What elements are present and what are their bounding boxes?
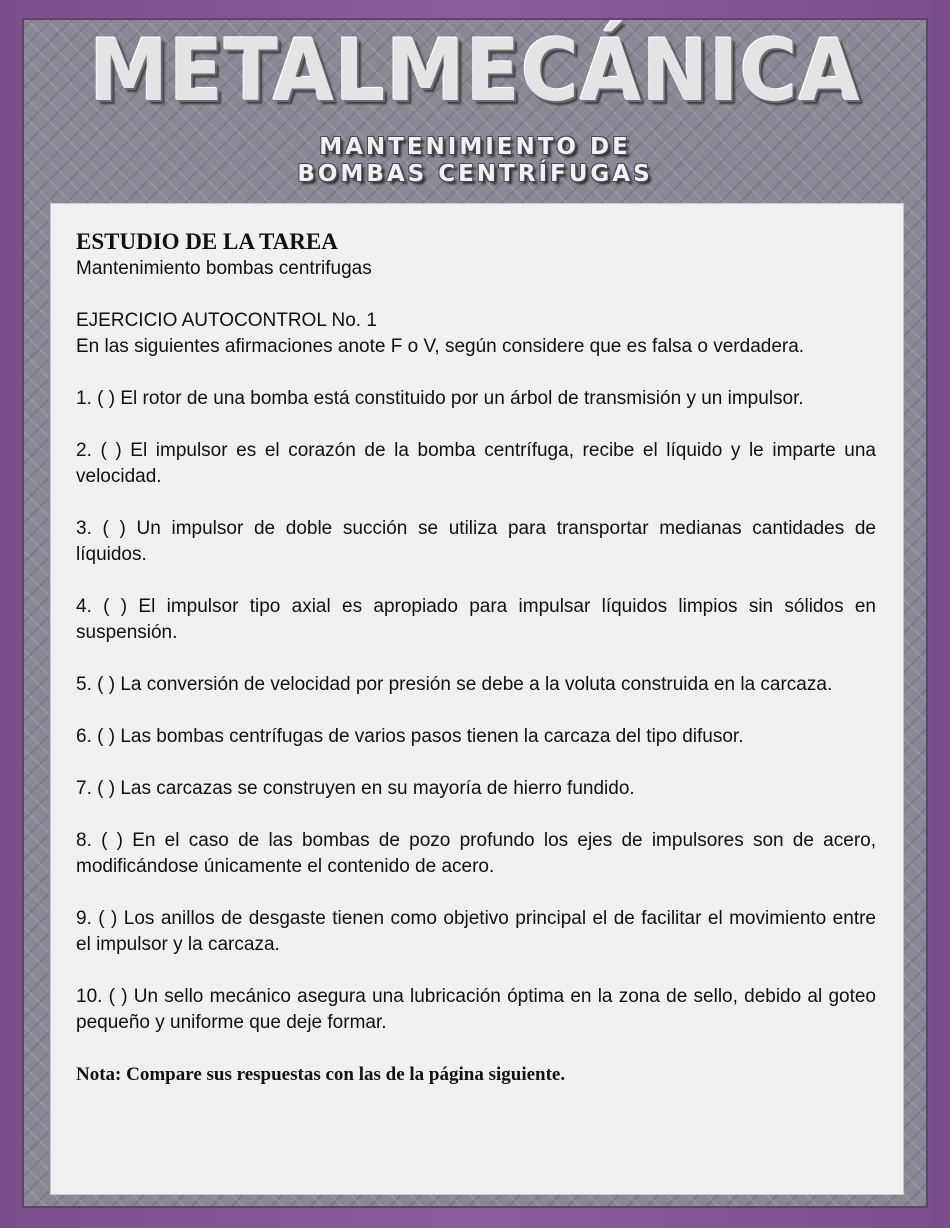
exercise-instructions: En las siguientes afirmaciones anote F o V, según considere que es falsa o verdadera. xyxy=(76,336,805,357)
document-heading: ESTUDIO DE LA TAREA xyxy=(76,229,338,254)
exercise-title: EJERCICIO AUTOCONTROL No. 1 xyxy=(76,310,377,331)
statement-item-7: 7. ( ) Las carcazas se construyen en su mayoría de hierro fundido. xyxy=(76,778,635,799)
banner-subtitle-line1: MANTENIMIENTO DE xyxy=(319,134,631,160)
statement-item-9: 9. ( ) Los anillos de desgaste tienen como objetivo principal el de facilitar el movimiento entre el impulsor y la carcaza. xyxy=(76,908,876,955)
statement-item-3: 3. ( ) Un impulsor de doble succión se utiliza para transportar medianas cantidades de líquidos. xyxy=(76,518,876,565)
footer-note: Nota: Compare sus respuestas con las de la página siguiente. xyxy=(76,1064,566,1085)
statement-item-8: 8. ( ) En el caso de las bombas de pozo profundo los ejes de impulsores son de acero, modificándose únicamente el contenido de acero. xyxy=(76,830,876,877)
banner-subtitle-line2: BOMBAS CENTRÍFUGAS xyxy=(297,161,653,187)
statement-item-4: 4. ( ) El impulsor tipo axial es apropiado para impulsar líquidos limpios sin sólidos en suspensión. xyxy=(76,596,876,643)
statement-item-1: 1. ( ) El rotor de una bomba está constituido por un árbol de transmisión y un impulsor. xyxy=(76,388,804,409)
document-body xyxy=(76,228,876,1088)
statement-item-2: 2. ( ) El impulsor es el corazón de la bomba centrífuga, recibe el líquido y le imparte una velocidad. xyxy=(76,440,876,487)
banner-title: METALMECÁNICA xyxy=(89,21,861,121)
statement-item-10: 10. ( ) Un sello mecánico asegura una lubricación óptima en la zona de sello, debido al goteo pequeño y uniforme que deje formar. xyxy=(76,986,876,1033)
document-subheading: Mantenimiento bombas centrifugas xyxy=(76,258,372,279)
statement-item-6: 6. ( ) Las bombas centrífugas de varios pasos tienen la carcaza del tipo difusor. xyxy=(76,726,744,747)
statement-item-5: 5. ( ) La conversión de velocidad por presión se debe a la voluta construida en la carcaza. xyxy=(76,674,833,695)
